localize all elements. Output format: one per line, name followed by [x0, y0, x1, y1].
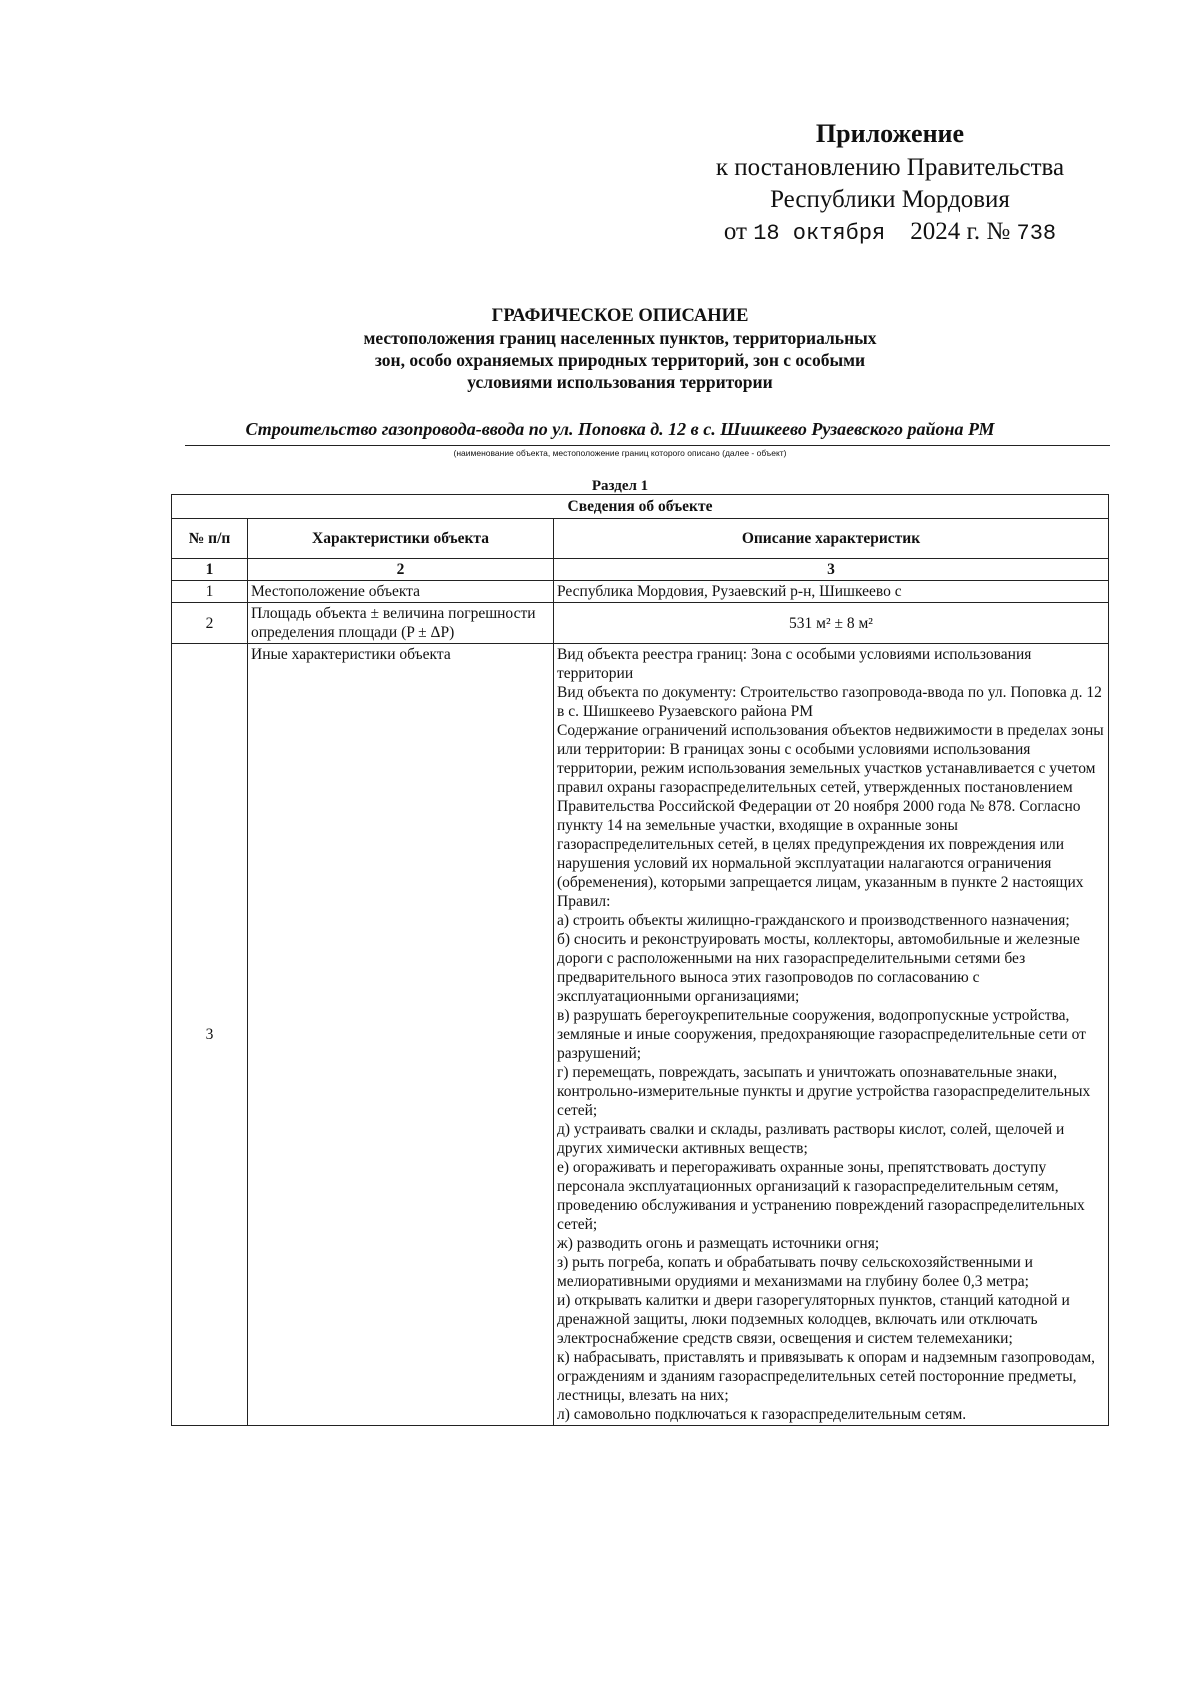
- header-number: № п/п: [172, 519, 248, 559]
- header-num-3: 3: [554, 559, 1109, 581]
- row-name: Иные характеристики объекта: [248, 644, 554, 1426]
- restriction-item: к) набрасывать, приставлять и привязывать к опорам и надземным газопроводам, ограждениям и зданиям газораспределительных сетей посторонние предметы, лестницы, влезать на них;: [557, 1349, 1096, 1404]
- subtitle-line-3: условиями использования территории: [467, 372, 773, 392]
- table-row: [172, 581, 1109, 603]
- row-number: 2: [172, 603, 248, 644]
- object-underline: [185, 445, 1110, 446]
- decree-line: к постановлению Правительства: [715, 154, 1065, 181]
- restriction-item: з) рыть погреба, копать и обрабатывать почву сельскохозяйственными и мелиоративными орудиями и механизмами на глубину более 0,3 метра;: [557, 1254, 1033, 1290]
- section-title: Раздел 1: [591, 478, 649, 494]
- decree-number: 738: [1016, 221, 1057, 246]
- restriction-item: е) огораживать и перегораживать охранные зоны, препятствовать доступу персонала эксплуатационных организаций к газораспределительным сетям, проведению обслуживания и устранению повреждений газораспределительных сетей;: [557, 1159, 1085, 1233]
- row-value: 531 м² ± 8 м²: [554, 603, 1109, 644]
- table-title: Сведения об объекте: [172, 495, 1109, 519]
- subtitle-line-2: зон, особо охраняемых природных территорий, зон с особыми: [374, 350, 866, 370]
- year-text: 2024 г. №: [910, 218, 1011, 245]
- restriction-item: и) открывать калитки и двери газорегуляторных пунктов, станций катодной и дренажной защиты, люки подземных колодцев, включать или отключать электроснабжение средств связи, освещения и систем телемеханики;: [557, 1292, 1070, 1347]
- object-name: Строительство газопровода-ввода по ул. Поповка д. 12 в с. Шишкеево Рузаевского района РМ: [245, 419, 995, 439]
- row-number: 1: [172, 581, 248, 603]
- restriction-item: л) самовольно подключаться к газораспределительным сетям.: [557, 1406, 967, 1423]
- row-name: Местоположение объекта: [248, 581, 554, 603]
- subtitle-line-1: местоположения границ населенных пунктов, территориальных: [363, 328, 877, 348]
- appendix-title: Приложение: [815, 119, 965, 148]
- object-info-table: [171, 494, 1109, 1426]
- row-value: Республика Мордовия, Рузаевский р-н, Шишкеево с: [554, 581, 1109, 603]
- document-title: ГРАФИЧЕСКОЕ ОПИСАНИЕ: [491, 306, 749, 326]
- table-row: [172, 644, 1109, 1426]
- approval-header: [660, 118, 1120, 250]
- description-paragraph: Содержание ограничений использования объектов недвижимости в пределах зоны или территории: В границах зоны с особыми условиями использования территории, режим использования земельных участков устанавливается с учетом правил охраны газораспределительных сетей, утвержденных постановлением Правительства Российской Федерации от 20 ноября 2000 года № 878. Согласно пункту 14 на земельные участки, входящие в охранные зоны газораспределительных сетей, в целях предупреждения их повреждения или нарушения условий их нормальной эксплуатации налагаются ограничения (обременения), которыми запрещается лицам, указанным в пункте 2 настоящих Правил:: [557, 722, 1104, 910]
- restriction-item: д) устраивать свалки и склады, разливать растворы кислот, солей, щелочей и других химически активных веществ;: [557, 1121, 1065, 1157]
- description-paragraph: Вид объекта по документу: Строительство газопровода-ввода по ул. Поповка д. 12 в с. Шишкеево Рузаевского района РМ: [557, 684, 1102, 720]
- document-title-block: [170, 305, 1070, 393]
- header-num-1: 1: [172, 559, 248, 581]
- header-characteristics: Характеристики объекта: [248, 519, 554, 559]
- restriction-item: в) разрушать берегоукрепительные сооружения, водопропускные устройства, земляные и иные сооружения, предохраняющие газораспределительные сети от разрушений;: [557, 1007, 1086, 1062]
- restriction-item: б) сносить и реконструировать мосты, коллекторы, автомобильные и железные дороги с расположенными на них газораспределительными сетями без предварительного выноса этих газопроводов по согласованию с эксплуатационными организациями;: [557, 931, 1080, 1005]
- description-paragraph: Вид объекта реестра границ: Зона с особыми условиями использования территории: [557, 646, 1032, 682]
- row-number: 3: [172, 644, 248, 1426]
- restriction-item: ж) разводить огонь и размещать источники огня;: [557, 1235, 880, 1252]
- republic-line: Республики Мордовия: [770, 186, 1010, 213]
- row-value-description: [554, 644, 1109, 1426]
- date-prefix: от: [723, 218, 747, 245]
- date-value: 18 октября: [753, 221, 886, 246]
- object-note: (наименование объекта, местоположение границ которого описано (далее - объект): [453, 448, 787, 458]
- header-description: Описание характеристик: [554, 519, 1109, 559]
- table-row: [172, 603, 1109, 644]
- restriction-item: г) перемещать, повреждать, засыпать и уничтожать опознавательные знаки, контрольно-измерительные пункты и другие устройства газораспределительных сетей;: [557, 1064, 1091, 1119]
- row-name: Площадь объекта ± величина погрешности определения площади (P ± ΔP): [248, 603, 554, 644]
- decree-date-line: [660, 216, 1120, 250]
- restriction-item: а) строить объекты жилищно-гражданского и производственного назначения;: [557, 912, 1070, 929]
- header-num-2: 2: [248, 559, 554, 581]
